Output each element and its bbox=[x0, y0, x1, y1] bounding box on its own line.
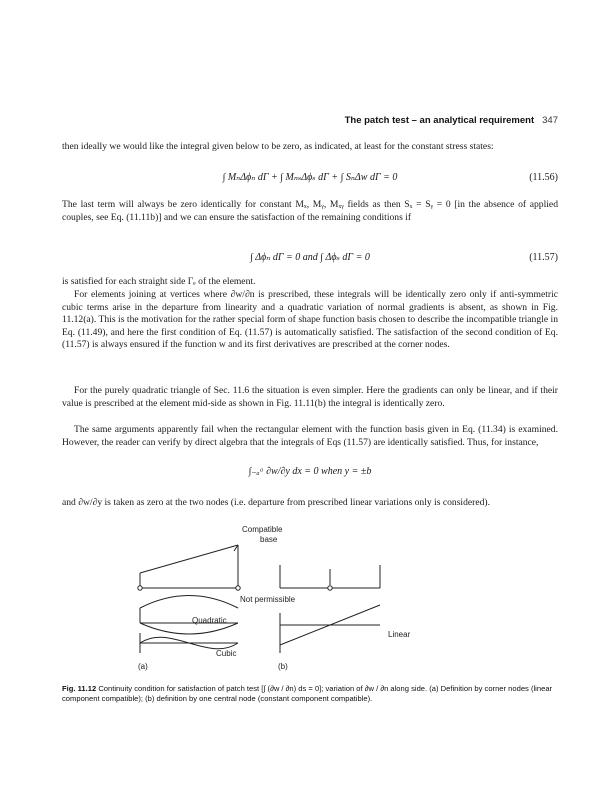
corner-node-left bbox=[138, 586, 142, 590]
paragraph-2: The last term will always be zero identically for constant Mₓ, Mᵧ, Mₓᵧ fields as then Sₓ = Sᵧ = 0 [in the absence of applied couples, see Eq. (11.11b)] and we can ensure the satisfaction of the remaining conditions if bbox=[62, 199, 558, 223]
figure-11-12 bbox=[130, 525, 460, 675]
corner-node-right bbox=[236, 586, 240, 590]
equation-gradient-integral-body: ∫₋ₐᵃ ∂w/∂y dx = 0 when y = ±b bbox=[248, 466, 372, 477]
paragraph-6: The same arguments apparently fail when the rectangular element with the function basis given in Eq. (11.34) is examined. However, the reader can verify by direct algebra that the integrals of Eqs (11.57) are identically satisfied. Thus, for instance, bbox=[62, 424, 558, 448]
label-cubic: Cubic bbox=[216, 649, 237, 658]
label-panel-a: (a) bbox=[138, 662, 148, 671]
label-panel-b: (b) bbox=[278, 662, 288, 671]
equation-11-56 bbox=[62, 164, 558, 194]
compatible-linear-line bbox=[140, 545, 238, 573]
equation-11-56-number: (11.56) bbox=[529, 172, 558, 183]
figure-caption bbox=[62, 684, 558, 704]
paragraph-7: and ∂w/∂y is taken as zero at the two nodes (i.e. departure from prescribed linear variations only is considered). bbox=[62, 497, 490, 508]
paragraph-3: is satisfied for each straight side Γₑ of the element. bbox=[62, 276, 256, 287]
paragraph-5: For the purely quadratic triangle of Sec. 11.6 the situation is even simpler. Here the gradients can only be linear, and if their value is prescribed at the element mid-side as shown in Fig. 11.11(b) the integral is identically zero. bbox=[62, 385, 558, 409]
label-linear: Linear bbox=[388, 630, 411, 639]
equation-11-57 bbox=[62, 244, 558, 274]
paragraph-4: For elements joining at vertices where ∂w/∂n is prescribed, these integrals will be identically zero only if anti-symmetric cubic terms arise in the departure from linearity and a quadratic variation of normal gradients is absent, as shown in Fig. 11.12(a). This is the motivation for the rather special form of shape function basis chosen to describe the incompatible triangle in Eq. (11.49), and here the first condition of Eq. (11.57) is automatically satisfied. The satisfaction of the second condition of Eq. (11.57) is always ensured if the function w and its first derivatives are prescribed at the corner nodes. bbox=[62, 289, 558, 350]
quadratic-curve-upper bbox=[140, 596, 238, 609]
equation-gradient-integral bbox=[62, 458, 558, 488]
label-quadratic: Quadratic bbox=[192, 616, 227, 625]
equation-11-57-body: ∫ Δϕₙ dΓ = 0 and ∫ Δϕₛ dΓ = 0 bbox=[250, 252, 370, 263]
label-base: base bbox=[260, 535, 278, 544]
equation-11-57-number: (11.57) bbox=[529, 252, 558, 263]
running-head bbox=[62, 115, 558, 126]
running-head-title: The patch test – an analytical requirement bbox=[344, 115, 535, 126]
caption-label: Fig. 11.12 bbox=[62, 684, 97, 693]
label-compatible: Compatible bbox=[242, 525, 283, 534]
equation-11-56-body: ∫ MₙΔϕₙ dΓ + ∫ MₙₛΔϕₛ dΓ + ∫ SₙΔw dΓ = 0 bbox=[222, 172, 398, 183]
label-not-permissible: Not permissible bbox=[240, 595, 296, 604]
paragraph-1: then ideally we would like the integral given below to be zero, as indicated, at least for the constant stress states: bbox=[62, 141, 494, 152]
central-node bbox=[328, 586, 332, 590]
page-number: 347 bbox=[542, 115, 558, 126]
caption-text: Continuity condition for satisfaction of patch test [∫ (∂w / ∂n) ds = 0]; variation of ∂w / ∂n along side. (a) Definition by corner nodes (linear component compatible); (b) definition by one central node (constant component compatible). bbox=[62, 684, 553, 704]
